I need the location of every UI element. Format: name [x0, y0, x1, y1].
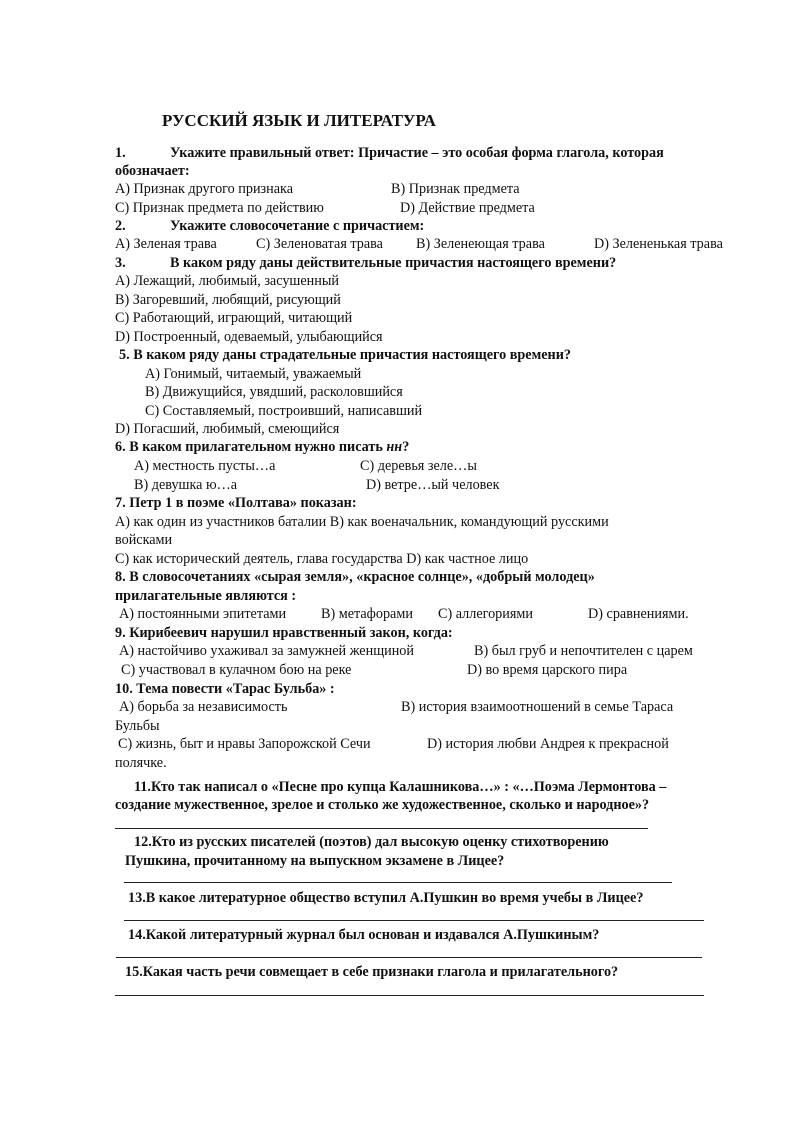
q6-option-d: D) ветре…ый человек	[366, 477, 500, 493]
q5-option-c: С) Составляемый, построивший, написавший	[145, 403, 423, 419]
q12-question: 12.Кто из русских писателей (поэтов) дал высокую оценку стихотворению	[134, 834, 609, 850]
q7-option-ab: А) как один из участников баталии В) как военачальник, командующий русскими	[115, 514, 609, 530]
q7-option-ab-cont: войсками	[115, 532, 173, 548]
q1-question-cont: обозначает:	[115, 163, 190, 179]
q10-question: 10. Тема повести «Тарас Бульба» :	[115, 681, 335, 697]
q15-answer-line	[115, 995, 704, 996]
q14-answer-line	[116, 957, 702, 958]
q6-option-c: В) девушка ю…а	[134, 477, 238, 493]
q1-question: Укажите правильный ответ: Причастие – это особая форма глагола, которая	[170, 145, 664, 161]
q2-option-b: С) Зеленоватая трава	[256, 236, 383, 252]
q14-question: 14.Какой литературный журнал был основан и издавался А.Пушкиным?	[128, 927, 600, 943]
q1-option-a: А) Признак другого признака	[115, 181, 294, 197]
q15-question: 15.Какая часть речи совмещает в себе признаки глагола и прилагательного?	[125, 964, 619, 980]
q3-number: 3.	[115, 255, 126, 271]
q3-option-c: С) Работающий, играющий, читающий	[115, 310, 353, 326]
q11-question-cont: создание мужественное, зрелое и столько же художественное, сколько и народное»?	[115, 797, 650, 813]
q6-qmark: ?	[402, 439, 410, 455]
q9-option-a: А) настойчиво ухаживал за замужней женщиной	[119, 643, 414, 659]
q5-option-d: D) Погасший, любимый, смеющийся	[115, 421, 340, 437]
q8-question: 8. В словосочетаниях «сырая земля», «красное солнце», «добрый молодец»	[115, 569, 595, 585]
q10-option-b: В) история взаимоотношений в семье Тараса	[401, 699, 674, 715]
q8-option-a: А) постоянными эпитетами	[119, 606, 287, 622]
q7-question: 7. Петр 1 в поэме «Полтава» показан:	[115, 495, 357, 511]
q13-answer-line	[124, 920, 704, 921]
q8-option-c: С) аллегориями	[438, 606, 533, 622]
q10-option-b-cont: Бульбы	[115, 718, 160, 734]
q8-option-d: D) сравнениями.	[588, 606, 689, 622]
q3-question: В каком ряду даны действительные причастия настоящего времени?	[170, 255, 617, 271]
q11-answer-line	[115, 828, 648, 829]
q1-option-c: С) Признак предмета по действию	[115, 200, 324, 216]
q3-option-b: В) Загоревший, любящий, рисующий	[115, 292, 341, 308]
q12-question-cont: Пушкина, прочитанному на выпускном экзамене в Лицее?	[125, 853, 505, 869]
q10-option-a: А) борьба за независимость	[119, 699, 288, 715]
q6-option-b: С) деревья зеле…ы	[360, 458, 477, 474]
q6-question	[115, 438, 409, 456]
q9-option-c: С) участвовал в кулачном бою на реке	[121, 662, 352, 678]
q13-question: 13.В какое литературное общество вступил А.Пушкин во время учебы в Лицее?	[128, 890, 644, 906]
q10-option-d: D) история любви Андрея к прекрасной	[427, 736, 669, 752]
q2-number: 2.	[115, 218, 126, 234]
q1-option-d: D) Действие предмета	[400, 200, 535, 216]
q2-option-a: А) Зеленая трава	[115, 236, 217, 252]
q7-option-cd: С) как исторический деятель, глава государства D) как частное лицо	[115, 551, 529, 567]
q6-question-text: 6. В каком прилагательном нужно писать	[115, 439, 383, 455]
q3-option-a: А) Лежащий, любимый, засушенный	[115, 273, 339, 289]
q9-option-b: В) был груб и непочтителен с царем	[474, 643, 693, 659]
q10-option-d-cont: полячке.	[115, 755, 167, 771]
q11-question: 11.Кто так написал о «Песне про купца Калашникова…» : «…Поэма Лермонтова –	[134, 779, 667, 795]
q2-question: Укажите словосочетание с причастием:	[170, 218, 425, 234]
q8-question-cont: прилагательные являются :	[115, 588, 297, 604]
q6-nn: нн	[386, 439, 403, 455]
q5-option-b: В) Движущийся, увядший, расколовшийся	[145, 384, 403, 400]
page-title: РУССКИЙ ЯЗЫК И ЛИТЕРАТУРА	[162, 111, 436, 130]
q2-option-c: В) Зеленеющая трава	[416, 236, 545, 252]
q9-option-d: D) во время царского пира	[467, 662, 628, 678]
q9-question: 9. Кирибеевич нарушил нравственный закон, когда:	[115, 625, 453, 641]
q12-answer-line	[124, 882, 672, 883]
q5-option-a: А) Гонимый, читаемый, уважаемый	[145, 366, 362, 382]
q1-option-b: В) Признак предмета	[391, 181, 520, 197]
q6-option-a: А) местность пусты…а	[134, 458, 276, 474]
q8-option-b: В) метафорами	[321, 606, 413, 622]
q10-option-c: С) жизнь, быт и нравы Запорожской Сечи	[118, 736, 371, 752]
q3-option-d: D) Построенный, одеваемый, улыбающийся	[115, 329, 383, 345]
q5-question: 5. В каком ряду даны страдательные причастия настоящего времени?	[119, 347, 571, 363]
q2-option-d: D) Зелененькая трава	[594, 236, 723, 252]
q1-number: 1.	[115, 145, 126, 161]
